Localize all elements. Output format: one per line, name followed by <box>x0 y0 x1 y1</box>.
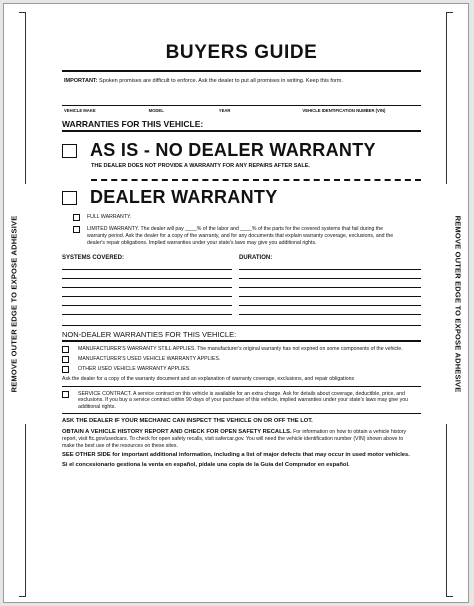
left-edge-line-bottom <box>25 424 26 596</box>
title-rule <box>62 70 421 72</box>
guide-content <box>62 4 421 469</box>
full-warranty-option <box>73 214 421 221</box>
important-text: Spoken promises are difficult to enforce. Ask the dealer to put all promises in writing. Keep this form. <box>99 78 343 84</box>
service-contract-text: SERVICE CONTRACT. A service contract on this vehicle is available for an extra charge. Ask for details about coverage, deductible, price, and exclusions. If you buy a service contract within 90 days of your purchase of this vehicle, implied warranties under your state's laws may give you additional rights. <box>78 390 408 410</box>
left-edge-tick-top <box>19 12 26 13</box>
dealer-warranty-row <box>62 187 421 208</box>
side-text-right: REMOVE OUTER EDGE TO EXPOSE ADHESIVE <box>453 215 463 393</box>
systems-line-6[interactable] <box>62 314 232 315</box>
dealer-warranty-checkbox[interactable] <box>62 191 77 205</box>
systems-line-1[interactable] <box>62 269 232 270</box>
vehicle-info-line[interactable] <box>62 84 421 106</box>
page-title: BUYERS GUIDE <box>165 42 318 63</box>
right-edge-tick-top <box>446 12 453 13</box>
systems-line-3[interactable] <box>62 287 232 288</box>
systems-line-5[interactable] <box>62 305 232 306</box>
used-vehicle-warranty-text: MANUFACTURER'S USED VEHICLE WARRANTY APPLIES. <box>78 356 221 362</box>
label-vehicle-make: VEHICLE MAKE <box>64 108 96 113</box>
duration-line-6[interactable] <box>239 314 421 315</box>
manufacturer-warranty-option <box>62 346 421 353</box>
limited-warranty-option <box>73 226 421 247</box>
coverage-section <box>62 255 421 315</box>
service-bottom-rule <box>62 413 421 414</box>
duration-label: DURATION: <box>239 255 273 261</box>
duration-line-1[interactable] <box>239 269 421 270</box>
warranties-heading: WARRANTIES FOR THIS VEHICLE: <box>62 119 204 129</box>
systems-line-4[interactable] <box>62 296 232 297</box>
limited-warranty-text: LIMITED WARRANTY. The dealer will pay ____% of the labor and ____% of the parts for the covered systems that fail during the warranty period. Ask the dealer for a copy of the warranty, and for any documents that explain warranty coverage, exclusions, and the dealer's repair obligations. Implied warranties under your state's laws may give you additional rights. <box>87 226 394 246</box>
manufacturer-warranty-checkbox[interactable] <box>62 346 69 353</box>
label-vin: VEHICLE IDENTIFICATION NUMBER (VIN) <box>302 108 386 113</box>
used-vehicle-warranty-option <box>62 356 421 363</box>
non-dealer-top-rule <box>62 325 421 326</box>
full-warranty-checkbox[interactable] <box>73 214 80 221</box>
other-used-warranty-text: OTHER USED VEHICLE WARRANTY APPLIES. <box>78 366 191 372</box>
systems-covered-label: SYSTEMS COVERED: <box>62 255 125 261</box>
right-edge-tick-bottom <box>446 596 453 597</box>
duration-line-2[interactable] <box>239 278 421 279</box>
duration-column <box>239 255 421 315</box>
used-vehicle-warranty-checkbox[interactable] <box>62 356 69 363</box>
ask-copy-text: Ask the dealer for a copy of the warranty document and an explanation of warranty coverage, exclusions, and repair obligations <box>62 376 355 382</box>
non-dealer-rule <box>62 340 421 342</box>
buyers-guide-sheet <box>3 3 469 603</box>
full-warranty-text: FULL WARRANTY. <box>87 214 132 220</box>
right-edge-line-bottom <box>446 424 447 596</box>
history-report-text: For information on how to obtain a vehicle history report, visit ftc.gov/usedcars. To check for open safety recalls, visit safercar.gov. You will need the vehicle identification number (VIN) shown above to make the best use of the resources on these sites. <box>62 429 407 449</box>
as-is-checkbox[interactable] <box>62 144 77 158</box>
label-model: MODEL <box>148 108 164 113</box>
manufacturer-warranty-text: MANUFACTURER'S WARRANTY STILL APPLIES. The manufacturer's original warranty has not expired on some components of the vehicle. <box>78 346 403 352</box>
see-other-side-notice: SEE OTHER SIDE for important additional information, including a list of major defects that may occur in used motor vehicles. <box>62 452 410 459</box>
other-used-warranty-option <box>62 366 421 373</box>
service-contract-option <box>62 391 421 411</box>
dashed-separator <box>91 179 421 181</box>
duration-line-5[interactable] <box>239 305 421 306</box>
duration-line-4[interactable] <box>239 296 421 297</box>
spanish-notice: Si el concesionario gestiona la venta en español, pídale una copia de la Guía del Comprador en español. <box>62 462 350 469</box>
left-edge-line-top <box>25 12 26 184</box>
other-used-warranty-checkbox[interactable] <box>62 366 69 373</box>
vehicle-labels <box>62 108 421 113</box>
systems-line-2[interactable] <box>62 278 232 279</box>
non-dealer-heading: NON-DEALER WARRANTIES FOR THIS VEHICLE: <box>62 330 237 339</box>
service-top-rule <box>62 386 421 387</box>
dealer-warranty-label: DEALER WARRANTY <box>90 187 278 207</box>
left-edge-tick-bottom <box>19 596 26 597</box>
as-is-note: THE DEALER DOES NOT PROVIDE A WARRANTY FOR ANY REPAIRS AFTER SALE. <box>91 163 310 169</box>
service-contract-checkbox[interactable] <box>62 391 69 398</box>
label-year: YEAR <box>218 108 231 113</box>
history-report-notice <box>62 429 414 449</box>
systems-covered-column <box>62 255 232 315</box>
right-edge-line-top <box>446 12 447 184</box>
history-report-bold: OBTAIN A VEHICLE HISTORY REPORT AND CHECK FOR OPEN SAFETY RECALLS. <box>62 429 292 436</box>
as-is-row <box>62 140 421 161</box>
limited-warranty-checkbox[interactable] <box>73 226 80 233</box>
as-is-label: AS IS - NO DEALER WARRANTY <box>90 140 376 160</box>
mechanic-notice: ASK THE DEALER IF YOUR MECHANIC CAN INSPECT THE VEHICLE ON OR OFF THE LOT. <box>62 418 313 425</box>
important-label: IMPORTANT: <box>64 78 98 84</box>
side-text-left: REMOVE OUTER EDGE TO EXPOSE ADHESIVE <box>9 215 19 393</box>
warranties-rule <box>62 130 421 132</box>
duration-line-3[interactable] <box>239 287 421 288</box>
